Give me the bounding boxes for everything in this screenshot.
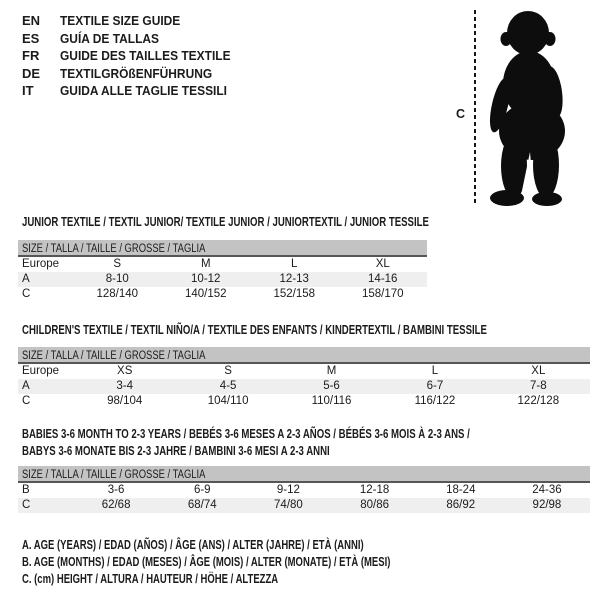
value-cell: 62/68 — [101, 499, 131, 511]
value-cell: XS — [117, 365, 133, 377]
language-title: GUÍA DE TALLAS — [60, 30, 160, 46]
table-row — [18, 394, 590, 409]
value-cell: 86/92 — [446, 499, 476, 511]
table-row — [18, 364, 590, 379]
value-cell: 92/98 — [532, 499, 562, 511]
section-title-babies — [22, 426, 600, 459]
section-title-junior: JUNIOR TEXTILE / TEXTIL JUNIOR/ TEXTILE JUNIOR / JUNIORTEXTIL / JUNIOR TESSILE — [22, 214, 429, 229]
size-header-bar — [18, 466, 590, 483]
size-table-children — [18, 347, 590, 409]
size-header-label: SIZE / TALLA / TAILLE / GRÖSSE / TAGLIA — [22, 469, 206, 481]
value-cell: 104/110 — [207, 395, 249, 407]
value-cell: M — [200, 258, 211, 270]
table-row — [18, 272, 427, 287]
value-cell: 74/80 — [274, 499, 303, 511]
value-cell: 128/140 — [96, 288, 139, 300]
language-code: FR — [22, 48, 40, 64]
value-cell: 8-10 — [105, 273, 129, 285]
value-cell: S — [224, 365, 232, 377]
legend-line-a: A. AGE (YEARS) / EDAD (AÑOS) / ÂGE (ANS) / ALTER (JAHRE) / ETÀ (ANNI) — [22, 538, 364, 552]
value-cell: L — [431, 365, 439, 377]
language-title-list — [22, 12, 245, 100]
value-cell: 122/128 — [517, 395, 560, 407]
language-row — [22, 30, 245, 48]
value-cell: 10-12 — [191, 273, 221, 285]
height-measure-dashed-line — [474, 10, 476, 206]
language-code: IT — [22, 83, 34, 99]
legend-line-b: B. AGE (MONTHS) / EDAD (MESES) / ÂGE (MOIS) / ALTER (MONATE) / ETÀ (MESI) — [22, 555, 391, 569]
language-title: GUIDE DES TAILLES TEXTILE — [60, 48, 231, 64]
language-code: EN — [22, 13, 41, 29]
language-row — [22, 82, 245, 100]
language-row — [22, 65, 245, 83]
height-label-c: C — [456, 107, 466, 121]
value-cell: 152/158 — [273, 288, 316, 300]
language-title: TEXTILGRÖßENFÜHRUNG — [60, 65, 213, 81]
measurement-legend — [22, 537, 507, 588]
value-cell: 7-8 — [530, 380, 547, 392]
legend-line-c: C. (cm) HEIGHT / ALTURA / HAUTEUR / HÖHE / ALTEZZA — [22, 572, 279, 586]
value-cell: S — [113, 258, 122, 270]
language-code: ES — [22, 30, 40, 46]
row-label-cell: B — [22, 484, 30, 496]
table-row — [18, 287, 427, 302]
value-cell: 3-4 — [116, 380, 134, 392]
value-cell: 68/74 — [187, 499, 217, 511]
language-code: DE — [22, 65, 41, 81]
value-cell: 4-5 — [219, 380, 237, 392]
table-row — [18, 257, 427, 272]
section-title-children: CHILDREN'S TEXTILE / TEXTIL NIÑO/A / TEXTILE DES ENFANTS / KINDERTEXTIL / BAMBINI TESSILE — [22, 322, 487, 337]
table-row — [18, 483, 590, 498]
value-cell: 24-36 — [532, 484, 562, 496]
row-label-cell: C — [22, 288, 31, 300]
toddler-silhouette-icon — [483, 8, 583, 208]
row-label-cell: A — [22, 273, 30, 285]
row-label-cell: Europe — [22, 365, 60, 377]
value-cell: 98/104 — [107, 395, 143, 407]
value-cell: 5-6 — [323, 380, 340, 392]
value-cell: L — [291, 258, 298, 270]
value-cell: 6-7 — [426, 380, 444, 392]
value-cell: 116/122 — [414, 395, 456, 407]
value-cell: 18-24 — [446, 484, 476, 496]
size-header-bar — [18, 347, 590, 364]
size-table-babies — [18, 466, 590, 513]
value-cell: 9-12 — [276, 484, 300, 496]
language-title: TEXTILE SIZE GUIDE — [60, 13, 181, 29]
size-header-label: SIZE / TALLA / TAILLE / GRÖSSE / TAGLIA — [22, 350, 206, 362]
value-cell: 80/86 — [360, 499, 389, 511]
value-cell: 3-6 — [107, 484, 125, 496]
section-title-babies-line1: BABIES 3-6 MONTH TO 2-3 YEARS / BEBÉS 3-6 MESES A 2-3 AÑOS / BÉBÉS 3-6 MOIS À 2-3 ANS / — [22, 426, 470, 441]
value-cell: XL — [375, 258, 390, 270]
table-row — [18, 379, 590, 394]
size-header-label: SIZE / TALLA / TAILLE / GRÖSSE / TAGLIA — [22, 243, 206, 255]
language-row — [22, 12, 245, 30]
value-cell: 12-18 — [359, 484, 390, 496]
section-title-babies-line2: BABYS 3-6 MONATE BIS 2-3 JAHRE / BAMBINI 3-6 MESI A 2-3 ANNI — [22, 442, 330, 458]
value-cell: 110/116 — [311, 395, 352, 407]
size-header-bar — [18, 240, 427, 257]
language-row — [22, 47, 245, 65]
value-cell: 6-9 — [193, 484, 211, 496]
value-cell: 14-16 — [368, 273, 398, 285]
row-label-cell: Europe — [22, 258, 60, 270]
value-cell: 158/170 — [361, 288, 404, 300]
value-cell: 140/152 — [184, 288, 227, 300]
value-cell: XL — [531, 365, 546, 377]
row-label-cell: C — [22, 395, 31, 407]
row-label-cell: C — [22, 499, 31, 511]
table-row — [18, 498, 590, 513]
language-title: GUIDA ALLE TAGLIE TESSILI — [60, 83, 228, 99]
value-cell: M — [326, 365, 337, 377]
size-table-junior — [18, 240, 427, 302]
row-label-cell: A — [22, 380, 30, 392]
value-cell: 12-13 — [279, 273, 309, 285]
